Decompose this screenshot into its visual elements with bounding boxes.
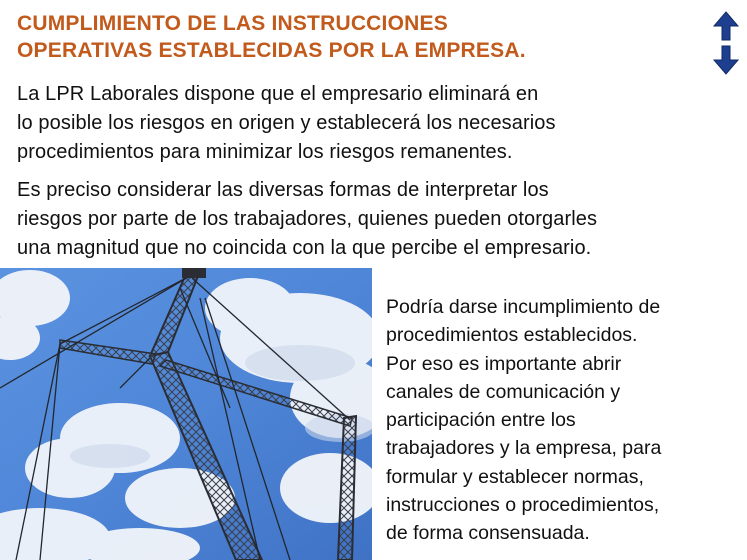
side-line-4: canales de comunicación y <box>386 380 621 403</box>
side-line-1: Podría darse incumplimiento de <box>386 296 661 318</box>
side-line-6: trabajadores y la empresa, para <box>386 437 662 460</box>
paragraph-1-line-1: La LPR Laborales dispone que el empresario eliminará en <box>17 83 539 105</box>
paragraph-2 <box>17 176 597 263</box>
side-line-3: Por eso es importante abrir <box>386 352 622 375</box>
arrow-down-icon[interactable] <box>714 46 738 74</box>
side-line-8: instrucciones o procedimientos, <box>386 494 660 517</box>
paragraph-1-line-3: procedimientos para minimizar los riesgos remanentes. <box>17 141 513 163</box>
slide-title-line-2: OPERATIVAS ESTABLECIDAS POR LA EMPRESA. <box>17 39 526 62</box>
navigation-arrows[interactable] <box>708 10 744 76</box>
slide-title <box>17 10 697 64</box>
crane-photo <box>0 268 372 560</box>
paragraph-2-line-3: una magnitud que no coincida con la que percibe el empresario. <box>17 237 592 259</box>
side-line-7: formular y establecer normas, <box>386 465 644 488</box>
paragraph-1-line-2: lo posible los riesgos en origen y establecerá los necesarios <box>17 112 556 134</box>
arrow-up-icon[interactable] <box>714 12 738 40</box>
paragraph-1 <box>17 80 556 167</box>
side-paragraph <box>386 293 661 548</box>
paragraph-2-line-1: Es preciso considerar las diversas formas de interpretar los <box>17 179 549 201</box>
paragraph-2-line-2: riesgos por parte de los trabajadores, quienes pueden otorgarles <box>17 208 598 230</box>
slide-title-line-1: CUMPLIMIENTO DE LAS INSTRUCCIONES <box>17 12 448 35</box>
side-line-9: de forma consensuada. <box>386 522 590 545</box>
side-line-2: procedimientos establecidos. <box>386 324 638 347</box>
side-line-5: participación entre los <box>386 409 576 432</box>
